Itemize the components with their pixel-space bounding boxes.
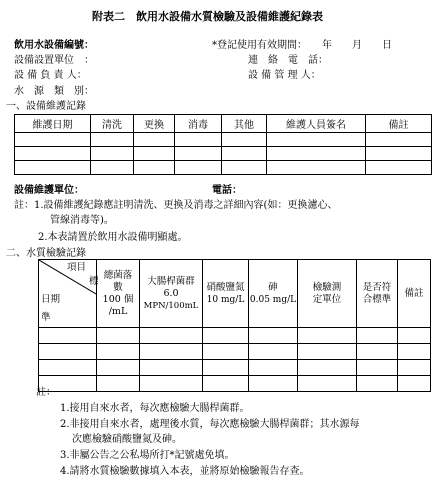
table-row: [15, 147, 432, 161]
header-nitrate: 硝酸鹽氮 10 mg/L: [203, 260, 249, 328]
note2-item-3: 3.非屬公告之公私場所打*記號處免填。: [60, 450, 235, 461]
header-remarks: 備註: [366, 115, 432, 133]
device-manager-label: 設 備 管 理 人：: [248, 70, 321, 81]
note2-item-2: 2.非接用自來水者，處理後水質，每次應檢驗大腸桿菌群；其水源每: [60, 419, 360, 430]
header-coliform: 大腸桿菌群 6.0 MPN/100mL: [140, 260, 203, 328]
section2-heading: 二、水質檢驗記錄: [6, 248, 86, 259]
note1-line3: 2.本表請置於飲用水設備明顯處。: [38, 232, 188, 243]
corner-standard-bottom: 準: [41, 312, 51, 323]
section1-heading: 一、設備維護記錄: [6, 101, 86, 112]
note1-line1: 註：1.設備維護紀錄應註明清洗、更換及消毒之詳細內容(如：更換濾心、: [14, 200, 338, 211]
note2-item-1: 1.接用自來水者，每次應檢驗大腸桿菌群。: [60, 403, 250, 414]
device-owner-label: 設 備 負 責 人：: [14, 70, 87, 81]
note2-item-4: 4.請將水質檢驗數據填入本表，並將原始檢驗報告存查。: [60, 466, 310, 477]
header-bacteria-count: 總菌落 數 100 個 /mL: [97, 260, 140, 328]
corner-item-label: 項目: [67, 262, 87, 273]
header-replace: 更換: [134, 115, 175, 133]
table-row: [39, 328, 431, 344]
note2-item-2-cont: 次應檢驗硝酸鹽氮及砷。: [72, 434, 182, 445]
header-remarks: 備註: [398, 260, 431, 328]
corner-standard-char: 標: [89, 276, 99, 287]
registration-expiry-label: *登記使用有效期間： 年 月 日: [212, 40, 392, 51]
table-row: [39, 360, 431, 376]
header-disinfect: 消毒: [175, 115, 222, 133]
corner-date-label: 日期: [41, 294, 61, 305]
maintenance-unit-label: 設備維護單位：: [14, 185, 84, 196]
maintenance-phone-label: 電話：: [212, 185, 242, 196]
table-row: [15, 133, 432, 147]
contact-phone-label: 連 絡 電 話：: [248, 55, 328, 66]
table-row: [39, 376, 431, 392]
water-source-label: 水 源 類 別：: [14, 86, 94, 97]
table-row: [39, 344, 431, 360]
header-other: 其他: [222, 115, 267, 133]
device-number-label: 飲用水設備編號：: [14, 40, 94, 51]
maintenance-table: [14, 114, 432, 175]
table-row: [15, 161, 432, 175]
install-unit-label: 設備設置單位 ：: [14, 55, 94, 66]
header-arsenic: 砷 0.05 mg/L: [249, 260, 298, 328]
water-quality-table: [38, 259, 431, 392]
header-date: 維護日期: [15, 115, 91, 133]
header-clean: 清洗: [91, 115, 134, 133]
note2-label: 註：: [36, 387, 56, 398]
header-corner-cell: [39, 260, 97, 328]
header-signature: 維護人員簽名: [267, 115, 366, 133]
form-title: 附表二 飲用水設備水質檢驗及設備維護紀錄表: [92, 10, 323, 23]
note1-line2: 管線消毒等)。: [50, 215, 114, 226]
header-compliance: 是否符 合標準: [357, 260, 398, 328]
header-test-unit: 檢驗測 定單位: [298, 260, 357, 328]
